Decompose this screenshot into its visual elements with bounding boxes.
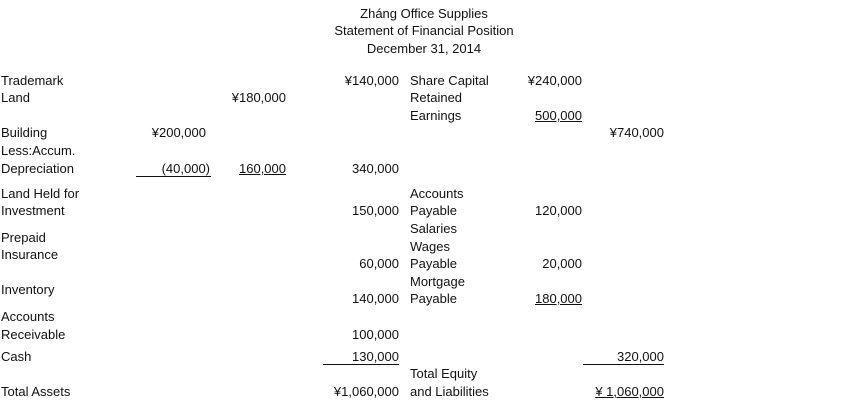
receivable-amount: 100,000 <box>352 327 399 342</box>
retained-amount: 500,000 <box>535 108 582 123</box>
total-equity-label-1: Total Equity <box>410 366 478 381</box>
retained-label-2: Earnings <box>410 108 462 123</box>
total-equity-liab-amount: ¥ 1,060,000 <box>595 384 664 399</box>
land-label: Land <box>1 90 30 105</box>
trademark-amount: ¥140,000 <box>344 73 399 88</box>
land-held-label-2: Investment <box>1 203 65 218</box>
salaries-amount: 20,000 <box>542 256 582 271</box>
salaries-label-1: Salaries <box>410 221 457 236</box>
payable-label-1: Accounts <box>410 186 464 201</box>
company-name: Zháng Office Supplies <box>360 6 488 21</box>
equity-total-amount: ¥740,000 <box>609 125 664 140</box>
land-held-amount: 150,000 <box>352 203 399 218</box>
pp-total-amount: 340,000 <box>352 161 399 176</box>
receivable-label-1: Accounts <box>1 309 55 324</box>
receivable-label-2: Receivable <box>1 327 66 342</box>
share-capital-label: Share Capital <box>410 73 489 88</box>
inventory-amount: 140,000 <box>352 291 399 306</box>
retained-label-1: Retained <box>410 90 463 105</box>
cash-amount: 130,000 <box>352 349 399 364</box>
prepaid-label-2: Insurance <box>1 247 59 262</box>
payable-label-2: Payable <box>410 203 457 218</box>
liab-total-amount: 320,000 <box>617 349 664 364</box>
building-cost: ¥200,000 <box>151 125 206 140</box>
share-capital-amount: ¥240,000 <box>527 73 582 88</box>
trademark-label: Trademark <box>1 73 64 88</box>
mortgage-amount: 180,000 <box>535 291 582 306</box>
mortgage-label-2: Payable <box>410 291 457 306</box>
land-held-label-1: Land Held for <box>1 186 80 201</box>
salaries-label-2: Wages <box>410 239 450 254</box>
total-assets-amount: ¥1,060,000 <box>333 384 399 399</box>
liab-total-underline <box>583 364 664 365</box>
payable-amount: 120,000 <box>535 203 582 218</box>
salaries-label-3: Payable <box>410 256 457 271</box>
land-amount: ¥180,000 <box>231 90 286 105</box>
cash-underline <box>323 364 399 365</box>
statement-title: Statement of Financial Position <box>334 23 514 38</box>
mortgage-label-1: Mortgage <box>410 274 465 289</box>
statement-date: December 31, 2014 <box>366 41 482 56</box>
total-assets-label: Total Assets <box>1 384 71 399</box>
building-label: Building <box>1 125 48 140</box>
cash-label: Cash <box>1 349 32 364</box>
building-net-amount: 160,000 <box>239 161 286 176</box>
less-accum-label: Less:Accum. <box>1 143 76 158</box>
depreciation-label: Depreciation <box>1 161 74 176</box>
accum-dep-amount: (40,000) <box>161 161 210 176</box>
total-equity-label-2: and Liabilities <box>410 384 489 399</box>
prepaid-label-1: Prepaid <box>1 230 46 245</box>
inventory-label: Inventory <box>1 282 55 297</box>
accum-dep-underline <box>136 176 211 177</box>
prepaid-amount: 60,000 <box>359 256 399 271</box>
